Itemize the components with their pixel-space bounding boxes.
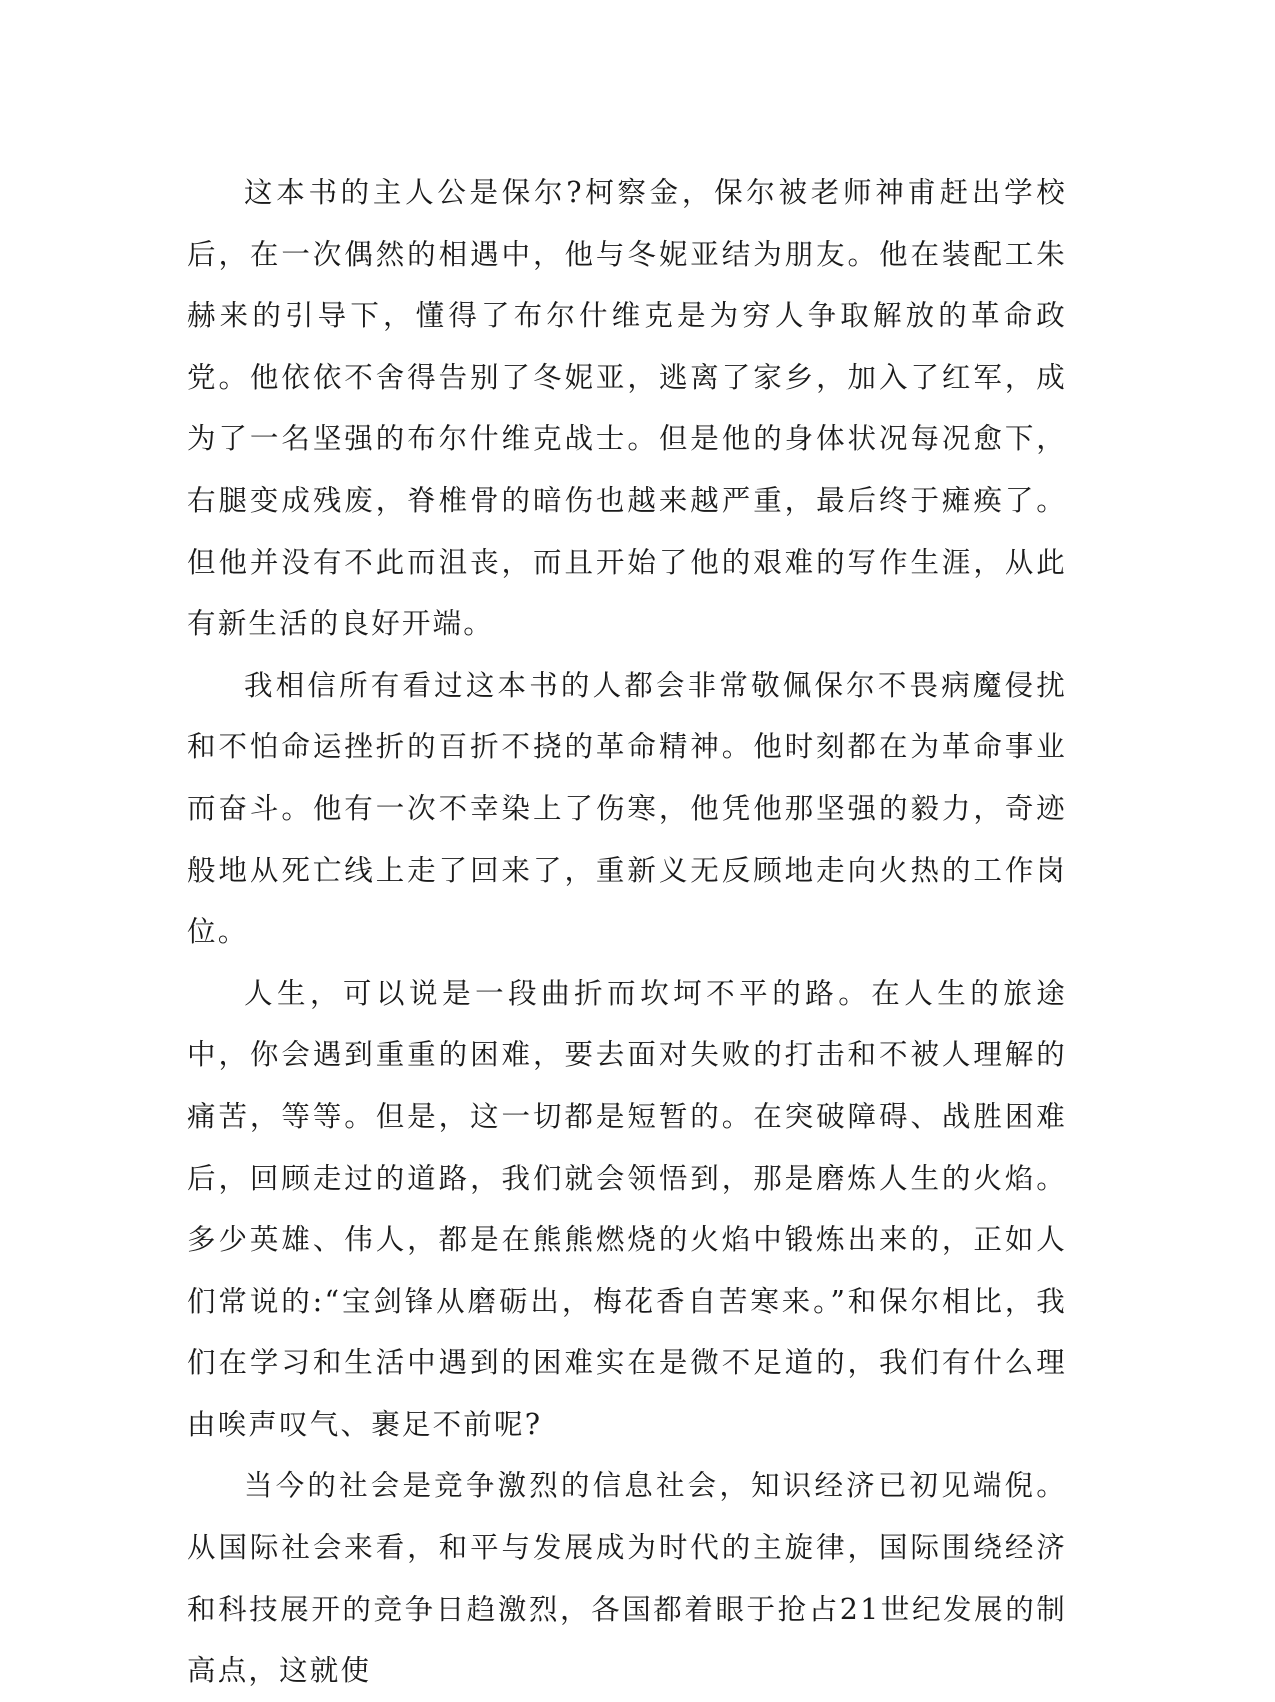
paragraph-2: 我相信所有看过这本书的人都会非常敬佩保尔不畏病魔侵扰和不怕命运挫折的百折不挠的革命精神。他时刻都在为革命事业而奋斗。他有一次不幸染上了伤寒，他凭他那坚强的毅力，奇迹般地从死亡线上走了回来了，重新义无反顾地走向火热的工作岗位。 xyxy=(187,668,1067,949)
paragraph-4: 当今的社会是竞争激烈的信息社会，知识经济已初见端倪。从国际社会来看，和平与发展成为时代的主旋律，国际围绕经济和科技展开的竞争日趋激烈，各国都着眼于抢占21世纪发展的制高点，这就使 xyxy=(187,1469,1067,1688)
paragraph-1: 这本书的主人公是保尔?柯察金，保尔被老师神甫赶出学校后，在一次偶然的相遇中，他与冬妮亚结为朋友。他在装配工朱赫来的引导下，懂得了布尔什维克是为穷人争取解放的革命政党。他依依不舍得告别了冬妮亚，逃离了家乡，加入了红军，成为了一名坚强的布尔什维克战士。但是他的身体状况每况愈下，右腿变成残废，脊椎骨的暗伤也越来越严重，最后终于瘫痪了。但他并没有不此而沮丧，而且开始了他的艰难的写作生涯，从此有新生活的良好开端。 xyxy=(187,176,1067,641)
paragraph-3: 人生，可以说是一段曲折而坎坷不平的路。在人生的旅途中，你会遇到重重的困难，要去面对失败的打击和不被人理解的痛苦，等等。但是，这一切都是短暂的。在突破障碍、战胜困难后，回顾走过的道路，我们就会领悟到，那是磨炼人生的火焰。多少英雄、伟人，都是在熊熊燃烧的火焰中锻炼出来的，正如人们常说的:“宝剑锋从磨砺出，梅花香自苦寒来。”和保尔相比，我们在学习和生活中遇到的困难实在是微不足道的，我们有什么理由唉声叹气、裹足不前呢? xyxy=(187,976,1067,1441)
document-body xyxy=(187,162,1067,1702)
